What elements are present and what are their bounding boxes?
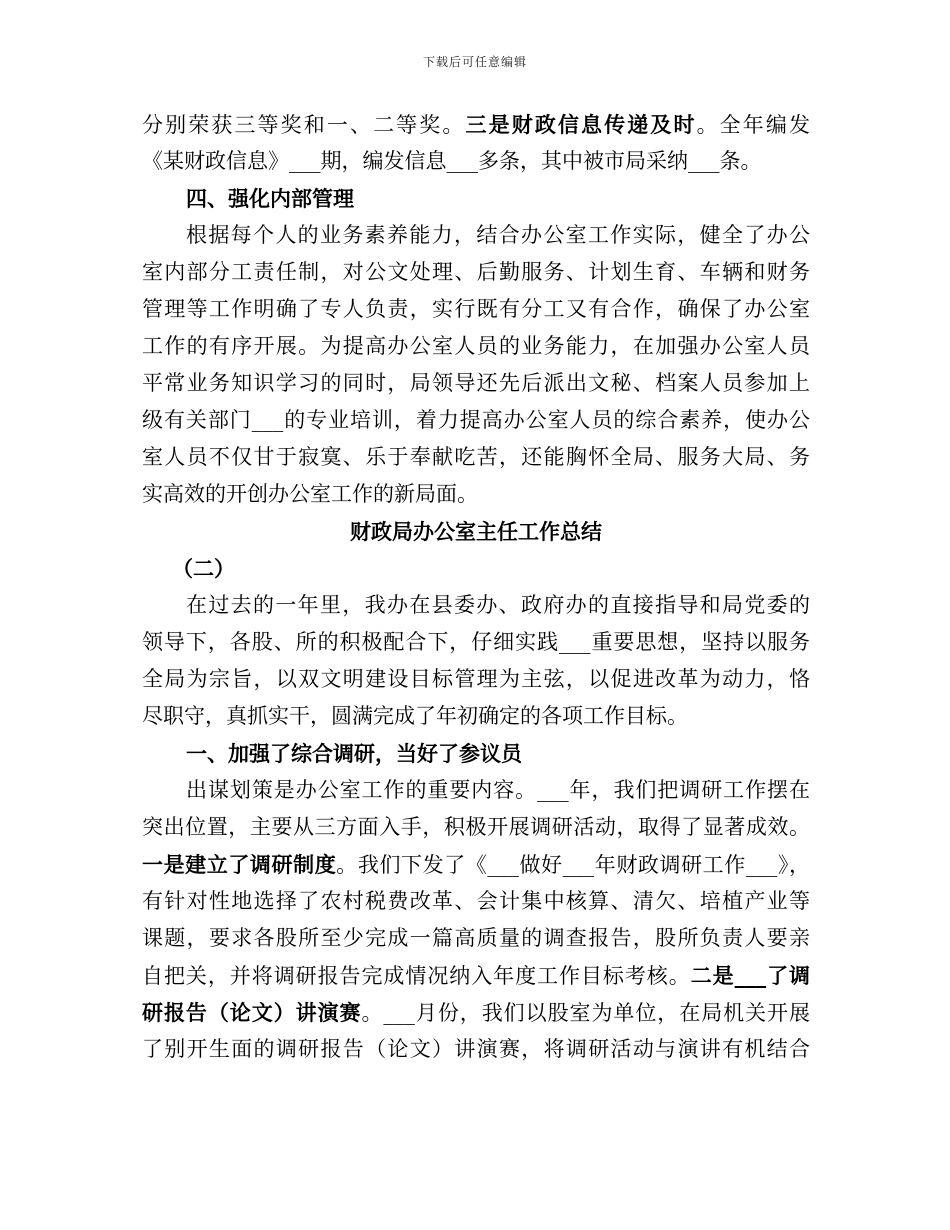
section-heading bbox=[142, 550, 810, 587]
paragraph-line bbox=[142, 217, 810, 254]
text-run: 平常业务知识学习的同时，局领导还先后派出文秘、档案人员参加上 bbox=[142, 371, 810, 395]
paragraph-line bbox=[142, 254, 810, 291]
paragraph-line bbox=[142, 957, 810, 994]
text-run: 根据每个人的业务素养能力，结合办公室工作实际，健全了办公 bbox=[186, 223, 810, 247]
text-run: 课题，要求各股所至少完成一篇高质量的调查报告，股所负责人要亲 bbox=[142, 926, 810, 950]
text-run: 全局为宗旨，以双文明建设目标管理为主弦，以促进改革为动力，恪 bbox=[142, 667, 810, 691]
text-run: 室内部分工责任制，对公文处理、后勤服务、计划生育、车辆和财务 bbox=[142, 260, 810, 284]
paragraph-line bbox=[142, 143, 810, 180]
text-run: 室人员不仅甘于寂寞、乐于奉献吃苦，还能胸怀全局、服务大局、务 bbox=[142, 445, 810, 469]
paragraph-line bbox=[142, 994, 810, 1031]
document-body bbox=[142, 106, 810, 1068]
section-heading bbox=[142, 180, 810, 217]
text-run: 管理等工作明确了专人负责，实行既有分工又有合作，确保了办公室 bbox=[142, 297, 810, 321]
text-run: 财政局办公室主任工作总结 bbox=[350, 519, 602, 544]
text-run: 级有关部门___的专业培训，着力提高办公室人员的综合素养，使办公 bbox=[142, 408, 810, 432]
text-run: 在过去的一年里，我办在县委办、政府办的直接指导和局党委的 bbox=[186, 593, 810, 617]
paragraph-line bbox=[142, 846, 810, 883]
paragraph-line bbox=[142, 587, 810, 624]
text-run: 。___月份，我们以股室为单位，在局机关开展 bbox=[361, 1001, 810, 1025]
paragraph-line bbox=[142, 106, 810, 143]
paragraph-line bbox=[142, 365, 810, 402]
text-run: 分别荣获三等奖和一、二等奖。 bbox=[142, 113, 466, 137]
paragraph-line bbox=[142, 883, 810, 920]
paragraph-line bbox=[142, 624, 810, 661]
text-run: 出谋划策是办公室工作的重要内容。___年，我们把调研工作摆在 bbox=[186, 778, 810, 802]
paragraph-line bbox=[142, 476, 810, 513]
text-run: 领导下，各股、所的积极配合下，仔细实践___重要思想，坚持以服务 bbox=[142, 630, 810, 654]
text-run: 。全年编发 bbox=[696, 113, 811, 137]
paragraph-line bbox=[142, 772, 810, 809]
bold-text-run: 二是___了调 bbox=[690, 963, 811, 988]
text-run: （二） bbox=[172, 556, 235, 581]
bold-text-run: 三是财政信息传递及时 bbox=[465, 112, 697, 137]
paragraph-line bbox=[142, 328, 810, 365]
paragraph-line bbox=[142, 698, 810, 735]
document-title bbox=[142, 513, 810, 550]
bold-text-run: 一是建立了调研制度 bbox=[142, 852, 337, 877]
section-heading bbox=[142, 735, 810, 772]
text-run: 有针对性地选择了农村税费改革、会计集中核算、清欠、培植产业等 bbox=[142, 889, 810, 913]
page-header-note: 下载后可任意编辑 bbox=[422, 55, 527, 69]
paragraph-line bbox=[142, 291, 810, 328]
text-run: 了别开生面的调研报告（论文）讲演赛，将调研活动与演讲有机结合 bbox=[142, 1037, 810, 1061]
text-run: 工作的有序开展。为提高办公室人员的业务能力，在加强办公室人员 bbox=[142, 334, 810, 358]
paragraph-line bbox=[142, 809, 810, 846]
text-run: 。我们下发了《___做好___年财政调研工作___》， bbox=[336, 853, 811, 877]
paragraph-line bbox=[142, 661, 810, 698]
text-run: 《某财政信息》___期，编发信息___多条，其中被市局采纳___条。 bbox=[142, 149, 762, 173]
text-run: 尽职守，真抓实干，圆满完成了年初确定的各项工作目标。 bbox=[142, 704, 688, 728]
text-run: 一、加强了综合调研，当好了参议员 bbox=[186, 741, 522, 766]
text-run: 突出位置，主要从三方面入手，积极开展调研活动，取得了显著成效。 bbox=[142, 815, 810, 839]
paragraph-line bbox=[142, 439, 810, 476]
paragraph-line bbox=[142, 402, 810, 439]
paragraph-line bbox=[142, 920, 810, 957]
paragraph-line bbox=[142, 1031, 810, 1068]
bold-text-run: 研报告（论文）讲演赛 bbox=[142, 1000, 362, 1025]
text-run: 自把关，并将调研报告完成情况纳入年度工作目标考核。 bbox=[142, 964, 691, 988]
text-run: 实高效的开创办公室工作的新局面。 bbox=[142, 482, 478, 506]
text-run: 四、强化内部管理 bbox=[186, 186, 354, 211]
